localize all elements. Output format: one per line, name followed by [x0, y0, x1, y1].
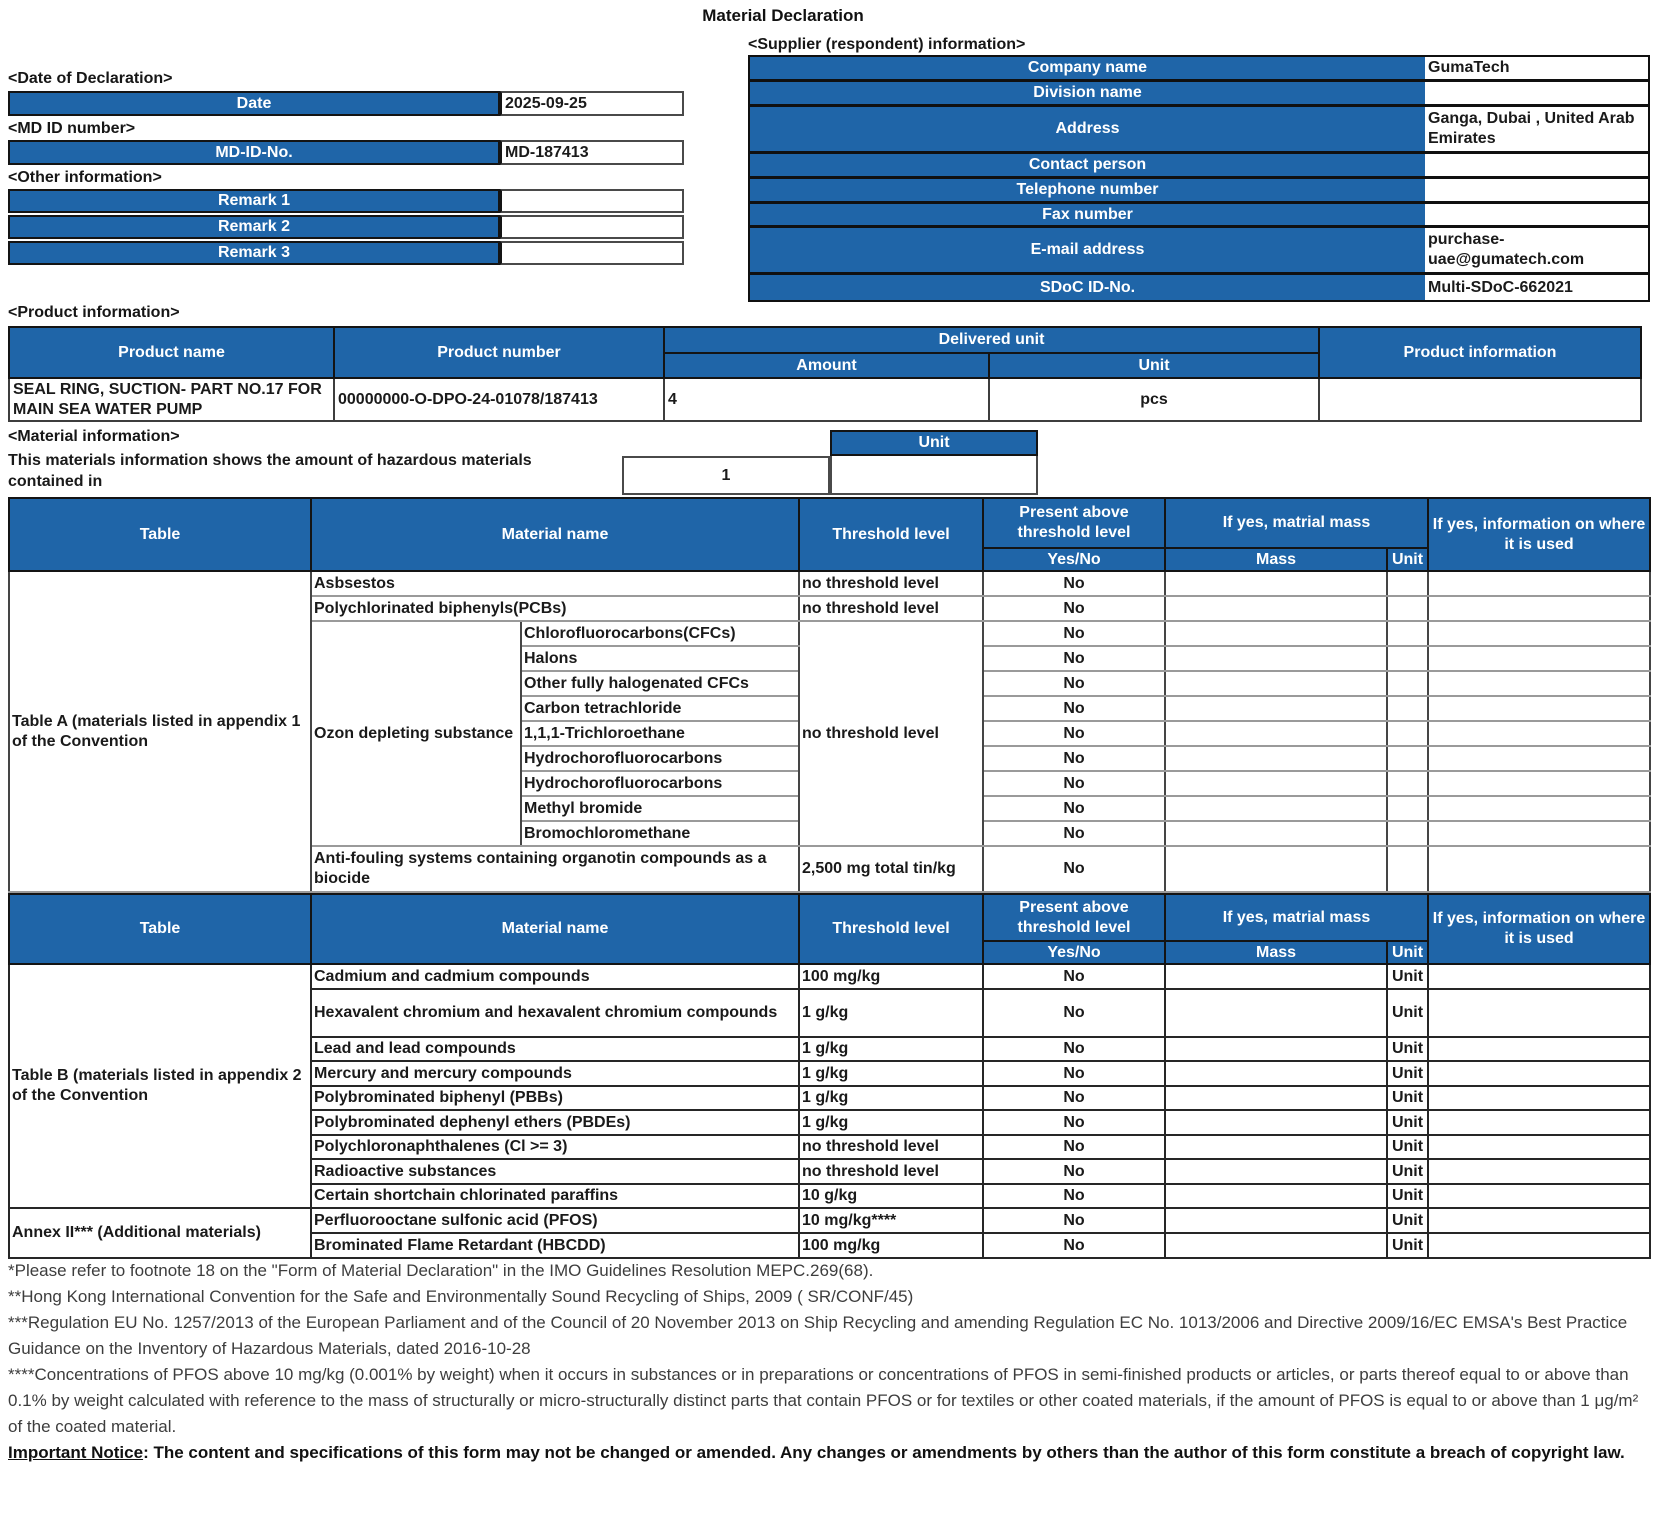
mass-cell[interactable] — [1165, 1135, 1387, 1159]
material-name-cell: Other fully halogenated CFCs — [521, 671, 799, 696]
product-info-header: Product information — [1319, 327, 1641, 378]
important-notice-text: : The content and specifications of this form may not be changed or amended. Any changes or amendments by others than the author of this form constitute a breach of copyright law. — [143, 1443, 1625, 1462]
material-name-cell: Lead and lead compounds — [311, 1037, 799, 1061]
where-used-cell[interactable] — [1428, 1159, 1650, 1184]
unit-cell[interactable]: Unit — [1387, 1086, 1428, 1110]
present-cell[interactable]: No — [983, 1110, 1165, 1135]
unit-cell[interactable]: Unit — [1387, 989, 1428, 1037]
table-a-group-label: Table A (materials listed in appendix 1 of the Convention — [9, 571, 311, 892]
supplier-row-company — [750, 57, 1648, 82]
supplier-row-division — [750, 82, 1648, 107]
unit-cell[interactable]: Unit — [1387, 1233, 1428, 1258]
where-used-cell[interactable] — [1428, 1208, 1650, 1233]
unit-cell[interactable] — [1387, 621, 1428, 646]
mass-cell[interactable] — [1165, 964, 1387, 989]
material-name-cell: Chlorofluorocarbons(CFCs) — [521, 621, 799, 646]
mass-cell[interactable] — [1165, 1086, 1387, 1110]
where-used-cell[interactable] — [1428, 1184, 1650, 1208]
present-cell[interactable]: No — [983, 646, 1165, 671]
mass-cell[interactable] — [1165, 771, 1387, 796]
where-used-cell[interactable] — [1428, 571, 1650, 596]
important-notice — [8, 1440, 1648, 1466]
material-name-cell: Radioactive substances — [311, 1159, 799, 1184]
material-name-cell: Asbsestos — [311, 571, 799, 596]
mass-col-header: Mass — [1165, 548, 1387, 571]
material-name-cell: Bromochloromethane — [521, 821, 799, 846]
mass-cell[interactable] — [1165, 1037, 1387, 1061]
product-number-cell[interactable]: 00000000-O-DPO-24-01078/187413 — [334, 378, 664, 421]
threshold-cell: 1 g/kg — [799, 1037, 983, 1061]
present-col-header: Present above threshold level — [983, 894, 1165, 941]
where-used-cell[interactable] — [1428, 596, 1650, 621]
date-value-field[interactable]: 2025-09-25 — [500, 91, 684, 116]
table-col-header: Table — [9, 498, 311, 571]
present-cell[interactable]: No — [983, 1233, 1165, 1258]
company-name-label: Company name — [750, 57, 1425, 79]
present-cell[interactable]: No — [983, 771, 1165, 796]
unit-col-header: Unit — [1387, 548, 1428, 571]
telephone-label: Telephone number — [750, 179, 1425, 201]
unit-cell[interactable]: Unit — [1387, 1061, 1428, 1086]
unit-header: Unit — [989, 353, 1319, 378]
threshold-cell: no threshold level — [799, 621, 983, 846]
product-info-cell[interactable] — [1319, 378, 1641, 421]
telephone-field[interactable] — [1425, 179, 1648, 201]
material-name-cell: Brominated Flame Retardant (HBCDD) — [311, 1233, 799, 1258]
material-name-cell: Polybrominated biphenyl (PBBs) — [311, 1086, 799, 1110]
where-used-cell[interactable] — [1428, 671, 1650, 696]
where-used-col-header: If yes, information on where it is used — [1428, 894, 1650, 964]
unit-cell[interactable]: pcs — [989, 378, 1319, 421]
material-name-cell: Carbon tetrachloride — [521, 696, 799, 721]
materials-table-b — [8, 893, 1651, 1259]
footnote-3: ***Regulation EU No. 1257/2013 of the European Parliament and of the Council of 20 November 2013 on Ship Recycling and amending Regulation EC No. 1013/2006 and Directive 2009/16/EC EMSA's Best Practice Guidance on the Inventory of Hazardous Materials, dated 2016-10-28 — [8, 1313, 1628, 1358]
table-col-header: Table — [9, 894, 311, 964]
material-amount-field[interactable]: 1 — [622, 456, 830, 495]
mass-cell[interactable] — [1165, 821, 1387, 846]
threshold-cell: 100 mg/kg — [799, 964, 983, 989]
material-name-cell: 1,1,1-Trichloroethane — [521, 721, 799, 746]
company-name-field[interactable]: GumaTech — [1425, 57, 1648, 79]
mass-cell[interactable] — [1165, 596, 1387, 621]
unit-cell[interactable]: Unit — [1387, 1208, 1428, 1233]
where-used-cell[interactable] — [1428, 621, 1650, 646]
where-used-cell[interactable] — [1428, 846, 1650, 892]
unit-cell[interactable]: Unit — [1387, 1135, 1428, 1159]
ozon-group-label: Ozon depleting substance — [311, 621, 521, 846]
where-used-cell[interactable] — [1428, 989, 1650, 1037]
threshold-col-header: Threshold level — [799, 894, 983, 964]
unit-cell[interactable] — [1387, 696, 1428, 721]
where-used-cell[interactable] — [1428, 696, 1650, 721]
where-used-cell[interactable] — [1428, 1233, 1650, 1258]
amount-cell[interactable]: 4 — [664, 378, 989, 421]
unit-cell[interactable] — [1387, 571, 1428, 596]
materials-tables — [8, 497, 1649, 1259]
supplier-section-label: <Supplier (respondent) information> — [748, 36, 1026, 53]
threshold-cell: 1 g/kg — [799, 1086, 983, 1110]
where-used-cell[interactable] — [1428, 964, 1650, 989]
threshold-cell: 1 g/kg — [799, 989, 983, 1037]
product-table — [8, 326, 1642, 422]
table-b-group-label: Table B (materials listed in appendix 2 of the Convention — [9, 964, 311, 1208]
division-name-field[interactable] — [1425, 82, 1648, 104]
threshold-cell: 10 mg/kg**** — [799, 1208, 983, 1233]
mass-cell[interactable] — [1165, 721, 1387, 746]
threshold-cell: 2,500 mg total tin/kg — [799, 846, 983, 892]
threshold-cell: 100 mg/kg — [799, 1233, 983, 1258]
fax-label: Fax number — [750, 204, 1425, 225]
material-name-cell: Polybrominated dephenyl ethers (PBDEs) — [311, 1110, 799, 1135]
mass-group-header: If yes, matrial mass — [1165, 894, 1428, 941]
where-used-cell[interactable] — [1428, 1110, 1650, 1135]
present-cell[interactable]: No — [983, 989, 1165, 1037]
mass-cell[interactable] — [1165, 571, 1387, 596]
present-cell[interactable]: No — [983, 796, 1165, 821]
supplier-row-fax — [750, 204, 1648, 228]
footnote-4: ****Concentrations of PFOS above 10 mg/kg (0.001% by weight) when it occurs in substances or in preparations or concentrations of PFOS in semi-finished products or articles, or parts thereof equal to or above than 0.1% by weight calculated with reference to the mass of structurally or micro-structurally distinct parts that contain PFOS or for textiles or other coated materials, if the amount of PFOS is equal to or above than 1 μg/m² of the coated material. — [8, 1365, 1639, 1436]
material-name-cell: Cadmium and cadmium compounds — [311, 964, 799, 989]
mass-cell[interactable] — [1165, 746, 1387, 771]
present-cell[interactable]: No — [983, 721, 1165, 746]
present-cell[interactable]: No — [983, 596, 1165, 621]
address-label: Address — [750, 107, 1425, 151]
unit-cell[interactable] — [1387, 846, 1428, 892]
material-name-cell: Methyl bromide — [521, 796, 799, 821]
mass-cell[interactable] — [1165, 846, 1387, 892]
date-label: Date — [8, 91, 500, 116]
unit-cell[interactable]: Unit — [1387, 1159, 1428, 1184]
md-id-row — [8, 140, 684, 165]
mass-cell[interactable] — [1165, 646, 1387, 671]
mass-cell[interactable] — [1165, 796, 1387, 821]
page-title: Material Declaration — [702, 6, 864, 25]
supplier-row-telephone — [750, 179, 1648, 204]
where-used-cell[interactable] — [1428, 771, 1650, 796]
material-info-description: This materials information shows the amount of hazardous materials contained in — [8, 452, 532, 490]
contact-person-label: Contact person — [750, 154, 1425, 176]
email-field[interactable]: purchase-uae@gumatech.com — [1425, 228, 1648, 272]
division-name-label: Division name — [750, 82, 1425, 104]
threshold-cell: 1 g/kg — [799, 1061, 983, 1086]
material-name-cell: Hexavalent chromium and hexavalent chromium compounds — [311, 989, 799, 1037]
material-name-cell: Certain shortchain chlorinated paraffins — [311, 1184, 799, 1208]
unit-cell[interactable]: Unit — [1387, 964, 1428, 989]
material-name-cell: Polychloronaphthalenes (Cl >= 3) — [311, 1135, 799, 1159]
remark-2-row — [8, 215, 684, 239]
present-cell[interactable]: No — [983, 696, 1165, 721]
material-name-col-header: Material name — [311, 894, 799, 964]
where-used-cell[interactable] — [1428, 1061, 1650, 1086]
material-section-label: <Material information> — [8, 428, 180, 445]
mass-cell[interactable] — [1165, 1208, 1387, 1233]
footnote-1: *Please refer to footnote 18 on the "Form of Material Declaration" in the IMO Guidelines Resolution MEPC.269(68). — [8, 1261, 874, 1280]
unit-cell[interactable] — [1387, 796, 1428, 821]
remark-1-field[interactable] — [500, 189, 684, 213]
important-notice-label: Important Notice — [8, 1443, 144, 1462]
unit-cell[interactable] — [1387, 821, 1428, 846]
remark-1-row — [8, 189, 684, 213]
where-used-cell[interactable] — [1428, 796, 1650, 821]
threshold-col-header: Threshold level — [799, 498, 983, 571]
unit-cell[interactable] — [1387, 596, 1428, 621]
material-name-cell: Hydrochorofluorocarbons — [521, 771, 799, 796]
unit-cell[interactable]: Unit — [1387, 1037, 1428, 1061]
where-used-cell[interactable] — [1428, 821, 1650, 846]
yes-no-header: Yes/No — [983, 941, 1165, 964]
present-cell[interactable]: No — [983, 621, 1165, 646]
annex-group-label: Annex II*** (Additional materials) — [9, 1208, 311, 1258]
present-cell[interactable]: No — [983, 964, 1165, 989]
material-name-cell: Hydrochorofluorocarbons — [521, 746, 799, 771]
present-cell[interactable]: No — [983, 1208, 1165, 1233]
delivered-unit-header: Delivered unit — [664, 327, 1319, 353]
address-field[interactable]: Ganga, Dubai , United Arab Emirates — [1425, 107, 1648, 151]
mass-cell[interactable] — [1165, 1184, 1387, 1208]
present-cell[interactable]: No — [983, 1159, 1165, 1184]
threshold-cell: no threshold level — [799, 1159, 983, 1184]
mass-cell[interactable] — [1165, 671, 1387, 696]
threshold-cell: no threshold level — [799, 596, 983, 621]
footnote-2: **Hong Kong International Convention for the Safe and Environmentally Sound Recycling of Ships, 2009 ( SR/CONF/45) — [8, 1287, 914, 1306]
remark-3-row — [8, 241, 684, 265]
yes-no-header: Yes/No — [983, 548, 1165, 571]
mass-cell[interactable] — [1165, 696, 1387, 721]
remark-2-field[interactable] — [500, 215, 684, 239]
remark-2-label: Remark 2 — [8, 215, 500, 239]
mass-cell[interactable] — [1165, 1061, 1387, 1086]
email-label: E-mail address — [750, 228, 1425, 272]
present-cell[interactable]: No — [983, 846, 1165, 892]
present-cell[interactable]: No — [983, 1184, 1165, 1208]
supplier-table — [748, 55, 1650, 302]
threshold-cell: no threshold level — [799, 1135, 983, 1159]
present-cell[interactable]: No — [983, 746, 1165, 771]
threshold-cell: no threshold level — [799, 571, 983, 596]
present-cell[interactable]: No — [983, 1037, 1165, 1061]
present-cell[interactable]: No — [983, 1135, 1165, 1159]
mass-col-header: Mass — [1165, 941, 1387, 964]
sdoc-id-label: SDoC ID-No. — [750, 275, 1425, 300]
present-cell[interactable]: No — [983, 571, 1165, 596]
contact-person-field[interactable] — [1425, 154, 1648, 176]
where-used-cell[interactable] — [1428, 1135, 1650, 1159]
product-section-label: <Product information> — [8, 304, 180, 321]
fax-field[interactable] — [1425, 204, 1648, 225]
mass-cell[interactable] — [1165, 989, 1387, 1037]
supplier-row-sdoc — [750, 275, 1648, 300]
material-name-col-header: Material name — [311, 498, 799, 571]
supplier-row-email — [750, 228, 1648, 275]
amount-header: Amount — [664, 353, 989, 378]
where-used-col-header: If yes, information on where it is used — [1428, 498, 1650, 571]
md-id-label: MD-ID-No. — [8, 140, 500, 165]
supplier-row-address — [750, 107, 1648, 154]
sdoc-id-field[interactable]: Multi-SDoC-662021 — [1425, 275, 1648, 300]
unit-cell[interactable] — [1387, 646, 1428, 671]
material-unit-field[interactable] — [830, 456, 1038, 495]
present-cell[interactable]: No — [983, 1086, 1165, 1110]
materials-table-a — [8, 497, 1651, 893]
where-used-cell[interactable] — [1428, 721, 1650, 746]
present-cell[interactable]: No — [983, 671, 1165, 696]
material-name-cell: Anti-fouling systems containing organotin compounds as a biocide — [311, 846, 799, 892]
unit-cell[interactable] — [1387, 771, 1428, 796]
footnotes — [8, 1258, 1648, 1466]
other-info-section-label: <Other information> — [8, 169, 162, 186]
where-used-cell[interactable] — [1428, 646, 1650, 671]
mass-cell[interactable] — [1165, 1159, 1387, 1184]
material-name-cell: Halons — [521, 646, 799, 671]
unit-cell[interactable] — [1387, 721, 1428, 746]
threshold-cell: 1 g/kg — [799, 1110, 983, 1135]
remark-3-label: Remark 3 — [8, 241, 500, 265]
unit-col-header: Unit — [1387, 941, 1428, 964]
remark-3-field[interactable] — [500, 241, 684, 265]
present-cell[interactable]: No — [983, 821, 1165, 846]
material-name-cell: Polychlorinated biphenyls(PCBs) — [311, 596, 799, 621]
threshold-cell: 10 g/kg — [799, 1184, 983, 1208]
mass-cell[interactable] — [1165, 1110, 1387, 1135]
where-used-cell[interactable] — [1428, 1037, 1650, 1061]
unit-cell[interactable]: Unit — [1387, 1184, 1428, 1208]
product-name-header: Product name — [9, 327, 334, 378]
unit-cell[interactable] — [1387, 671, 1428, 696]
material-unit-header: Unit — [830, 430, 1038, 456]
supplier-row-contact — [750, 154, 1648, 179]
present-col-header: Present above threshold level — [983, 498, 1165, 548]
md-id-value-field[interactable]: MD-187413 — [500, 140, 684, 165]
where-used-cell[interactable] — [1428, 746, 1650, 771]
product-number-header: Product number — [334, 327, 664, 378]
present-cell[interactable]: No — [983, 1061, 1165, 1086]
unit-cell[interactable]: Unit — [1387, 1110, 1428, 1135]
date-row — [8, 91, 684, 116]
product-name-cell[interactable]: SEAL RING, SUCTION- PART NO.17 FOR MAIN SEA WATER PUMP — [9, 378, 334, 421]
material-name-cell: Perfluorooctane sulfonic acid (PFOS) — [311, 1208, 799, 1233]
remark-1-label: Remark 1 — [8, 189, 500, 213]
mass-cell[interactable] — [1165, 1233, 1387, 1258]
date-section-label: <Date of Declaration> — [8, 70, 173, 87]
mass-group-header: If yes, matrial mass — [1165, 498, 1428, 548]
where-used-cell[interactable] — [1428, 1086, 1650, 1110]
md-id-section-label: <MD ID number> — [8, 120, 136, 137]
mass-cell[interactable] — [1165, 621, 1387, 646]
unit-cell[interactable] — [1387, 746, 1428, 771]
material-name-cell: Mercury and mercury compounds — [311, 1061, 799, 1086]
